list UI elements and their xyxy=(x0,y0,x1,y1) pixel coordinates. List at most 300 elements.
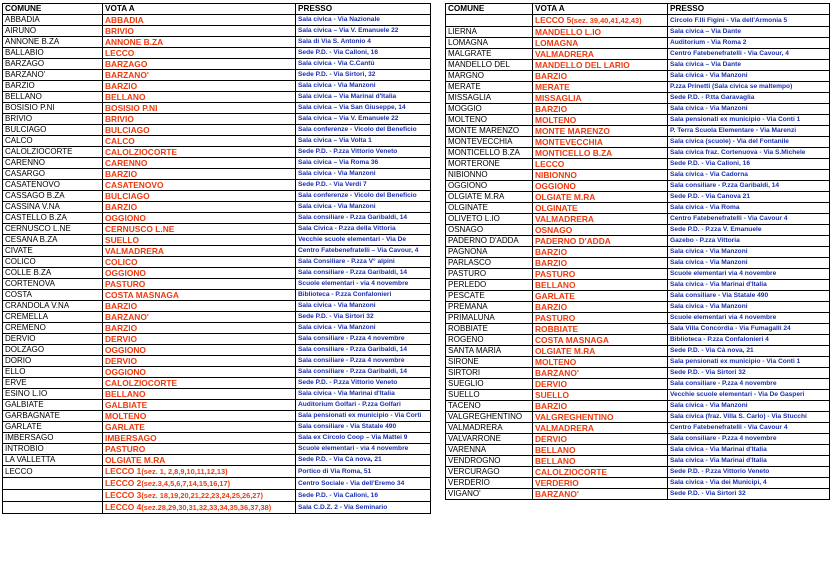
comune-cell: GARLATE xyxy=(3,422,103,433)
vota-label: GARLATE xyxy=(535,291,575,301)
vota-cell xyxy=(103,422,296,433)
table-row xyxy=(446,346,830,357)
vota-label: GALBIATE xyxy=(105,400,148,410)
presso-cell: Sala civica – Via Dante xyxy=(668,27,830,38)
vota-cell xyxy=(103,400,296,411)
table-row xyxy=(446,302,830,313)
table-row xyxy=(3,125,431,136)
vota-cell xyxy=(103,433,296,444)
sezioni-label: (sez. 18,19,20,21,22,23,24,25,26,27) xyxy=(141,491,263,500)
comune-cell: COLICO xyxy=(3,257,103,268)
vota-label: OSNAGO xyxy=(535,225,573,235)
table-row xyxy=(446,159,830,170)
presso-cell: Sala civica - Via Manzoni xyxy=(296,323,431,334)
vota-cell xyxy=(533,313,668,324)
table-row xyxy=(3,345,431,356)
vota-cell xyxy=(103,323,296,334)
presso-cell: Sala civica - Via Roma xyxy=(668,203,830,214)
vota-label: OLGINATE xyxy=(535,203,578,213)
vota-label: BARZANO' xyxy=(535,489,579,499)
comune-cell: BULCIAGO xyxy=(3,125,103,136)
vota-label: CALOLZIOCORTE xyxy=(105,378,178,388)
comune-cell: DERVIO xyxy=(3,334,103,345)
vota-label: BARZIO xyxy=(105,202,138,212)
comune-cell: ELLO xyxy=(3,367,103,378)
vota-label: LECCO xyxy=(105,48,135,58)
comune-cell: OLIVETO L.IO xyxy=(446,214,533,225)
presso-cell: Sala civica – Via Dante xyxy=(668,60,830,71)
header-row xyxy=(3,4,431,15)
vota-label: BARZIO xyxy=(535,302,568,312)
table-row xyxy=(446,126,830,137)
header-presso: PRESSO xyxy=(668,4,830,15)
vota-cell xyxy=(533,423,668,434)
comune-cell xyxy=(3,502,103,514)
table-row xyxy=(446,401,830,412)
vota-label: ROBBIATE xyxy=(535,324,579,334)
table-row xyxy=(446,181,830,192)
presso-cell: Sala civica – Via Roma 36 xyxy=(296,158,431,169)
vota-cell xyxy=(533,225,668,236)
comune-cell: MARGNO xyxy=(446,71,533,82)
comune-cell: MOGGIO xyxy=(446,104,533,115)
header-vota: VOTA A xyxy=(533,4,668,15)
presso-cell: Sala civica - Via Manzoni xyxy=(296,301,431,312)
vota-label: PASTURO xyxy=(105,444,146,454)
presso-cell: Sala consiliare - P.zza Garibaldi, 14 xyxy=(296,345,431,356)
comune-cell: SANTA MARIA xyxy=(446,346,533,357)
vota-cell xyxy=(533,38,668,49)
comune-cell: IMBERSAGO xyxy=(3,433,103,444)
vota-label: BARZIO xyxy=(105,169,138,179)
presso-cell: Sala civica - Via C.Cantù xyxy=(296,59,431,70)
vota-label: MISSAGLIA xyxy=(535,93,582,103)
table-row xyxy=(3,136,431,147)
comune-cell: VALMADRERA xyxy=(446,423,533,434)
presso-cell: Sede P.D. - Via Calloni, 16 xyxy=(668,159,830,170)
comune-cell: VERCURAGO xyxy=(446,467,533,478)
vota-label: MANDELLO L.IO xyxy=(535,27,602,37)
vota-cell xyxy=(103,15,296,26)
vota-cell xyxy=(103,502,296,514)
comune-cell: ESINO L.IO xyxy=(3,389,103,400)
vota-cell xyxy=(533,203,668,214)
comune-cell: ANNONE B.ZA xyxy=(3,37,103,48)
presso-cell: Sala civica – Via Marinai d'Italia xyxy=(296,92,431,103)
vota-label: PASTURO xyxy=(535,313,576,323)
table-row xyxy=(3,70,431,81)
vota-label: CALCO xyxy=(105,136,135,146)
vota-cell xyxy=(103,191,296,202)
comune-cell: SIRTORI xyxy=(446,368,533,379)
presso-cell: Sala consiliare - P.zza Garibaldi, 14 xyxy=(668,181,830,192)
vota-label: OLGIATE M.RA xyxy=(535,192,596,202)
presso-cell: Sala consiliare - P.zza 4 novembre xyxy=(296,356,431,367)
table-row xyxy=(3,268,431,279)
comune-cell: GALBIATE xyxy=(3,400,103,411)
header-comune: COMUNE xyxy=(3,4,103,15)
vota-cell xyxy=(103,81,296,92)
table-row xyxy=(3,213,431,224)
vota-label: LECCO 3 xyxy=(105,490,142,500)
presso-cell: Sala pensionati ex municipio - Via Conti 1 xyxy=(668,357,830,368)
table-row xyxy=(3,37,431,48)
comune-cell: VENDROGNO xyxy=(446,456,533,467)
comune-cell: OSNAGO xyxy=(446,225,533,236)
comune-cell: BARZIO xyxy=(3,81,103,92)
vota-cell xyxy=(533,335,668,346)
table-row xyxy=(446,214,830,225)
left-table-body xyxy=(3,15,431,514)
vota-label: BARZIO xyxy=(105,301,138,311)
vota-cell xyxy=(103,70,296,81)
vota-cell xyxy=(103,389,296,400)
vota-label: OGGIONO xyxy=(105,345,146,355)
vota-cell xyxy=(103,158,296,169)
table-row xyxy=(446,71,830,82)
comune-cell: CASTELLO B.ZA xyxy=(3,213,103,224)
comune-cell: CARENNO xyxy=(3,158,103,169)
header-vota: VOTA A xyxy=(103,4,296,15)
presso-cell: Sala consiliare - P.zza 4 novembre xyxy=(668,434,830,445)
comune-cell: ABBADIA xyxy=(3,15,103,26)
presso-cell: Sala Civica - P.zza della Vittoria xyxy=(296,224,431,235)
table-row xyxy=(446,368,830,379)
presso-cell: Sede P.D. - Via Sirtori 32 xyxy=(668,368,830,379)
comune-cell: PAGNONA xyxy=(446,247,533,258)
vota-label: BARZIO xyxy=(535,247,568,257)
table-row xyxy=(3,378,431,389)
vota-cell xyxy=(533,115,668,126)
presso-cell: Centro Fatebenefratelli – Via Cavour, 4 xyxy=(296,246,431,257)
comune-cell: CALOLZIOCORTE xyxy=(3,147,103,158)
vota-label: CALOLZIOCORTE xyxy=(535,467,608,477)
vota-label: LECCO xyxy=(535,159,565,169)
table-row xyxy=(3,478,431,490)
presso-cell: Sede P.D. - Via Calloni, 16 xyxy=(296,48,431,59)
table-row xyxy=(3,411,431,422)
comune-cell: OGGIONO xyxy=(446,181,533,192)
presso-cell: Sede P.D. - Via Calloni, 16 xyxy=(296,490,431,502)
vota-label: MONTICELLO B.ZA xyxy=(535,148,613,158)
table-row xyxy=(446,148,830,159)
vota-label: MOLTENO xyxy=(105,411,147,421)
table-row xyxy=(446,269,830,280)
vota-cell xyxy=(533,247,668,258)
presso-cell: P.zza Prinetti (Sala civica se maltempo) xyxy=(668,82,830,93)
comune-cell: PASTURO xyxy=(446,269,533,280)
vota-cell xyxy=(533,192,668,203)
vota-label: BULCIAGO xyxy=(105,125,150,135)
comune-cell: MORTERONE xyxy=(446,159,533,170)
comune-cell: CRANDOLA V.NA xyxy=(3,301,103,312)
vota-label: BARZIO xyxy=(105,323,138,333)
presso-cell: Sala Consiliare - P.zza V° alpini xyxy=(296,257,431,268)
presso-cell: Scuole elementari - via 4 novembre xyxy=(296,444,431,455)
table-row xyxy=(3,257,431,268)
table-row xyxy=(446,335,830,346)
table-row xyxy=(3,103,431,114)
vota-label: SUELLO xyxy=(105,235,139,245)
comune-cell: CALCO xyxy=(3,136,103,147)
table-row xyxy=(3,433,431,444)
presso-cell: Sede P.D. - P.tta Garavaglia xyxy=(668,93,830,104)
presso-cell: Centro Fatebenefratelli - Via Cavour 4 xyxy=(668,423,830,434)
comune-cell: PESCATE xyxy=(446,291,533,302)
vota-cell xyxy=(533,60,668,71)
polling-table-left xyxy=(2,3,431,514)
presso-cell: Sala consiliare - P.zza 4 novembre xyxy=(668,379,830,390)
presso-cell: Sala conferenze - Vicolo del Beneficio xyxy=(296,191,431,202)
vota-cell xyxy=(533,379,668,390)
comune-cell: OLGINATE xyxy=(446,203,533,214)
comune-cell: TACENO xyxy=(446,401,533,412)
vota-label: CARENNO xyxy=(105,158,148,168)
table-row xyxy=(446,104,830,115)
comune-cell: MALGRATE xyxy=(446,49,533,60)
table-row xyxy=(446,467,830,478)
vota-label: LECCO 1 xyxy=(105,466,142,476)
vota-cell xyxy=(533,478,668,489)
table-row xyxy=(446,247,830,258)
table-row xyxy=(3,312,431,323)
table-row xyxy=(3,334,431,345)
presso-cell: Sala civica - Via Marinai d'Italia xyxy=(668,445,830,456)
vota-cell xyxy=(103,114,296,125)
vota-label: MONTEVECCHIA xyxy=(535,137,603,147)
comune-cell: INTROBIO xyxy=(3,444,103,455)
vota-label: OLGIATE M.RA xyxy=(535,346,596,356)
vota-label: OGGIONO xyxy=(105,213,146,223)
presso-cell: Circolo F.lli Figini - Via dell'Armonia 5 xyxy=(668,15,830,27)
presso-cell: Sala pensionati ex municipio - Via Corti xyxy=(296,411,431,422)
comune-cell: CORTENOVA xyxy=(3,279,103,290)
presso-cell: Biblioteca - P.zza Confalonieri xyxy=(296,290,431,301)
presso-cell: Sala di Via S. Antonio 4 xyxy=(296,37,431,48)
header-comune: COMUNE xyxy=(446,4,533,15)
vota-label: OGGIONO xyxy=(105,268,146,278)
presso-cell: Sede P.D. - P.zza Vittorio Veneto xyxy=(296,147,431,158)
vota-label: COSTA MASNAGA xyxy=(105,290,179,300)
vota-cell xyxy=(103,125,296,136)
vota-label: BARZANO' xyxy=(535,368,579,378)
table-row xyxy=(446,60,830,71)
comune-cell: CERNUSCO L.NE xyxy=(3,224,103,235)
presso-cell: Sala civica - Via Marinai d'Italia xyxy=(668,280,830,291)
presso-cell: Sala civica - Via Manzoni xyxy=(296,169,431,180)
presso-cell: Sala consiliare - P.zza Garibaldi, 14 xyxy=(296,268,431,279)
vota-cell xyxy=(103,490,296,502)
presso-cell: Sede P.D. - Via Sirtori 32 xyxy=(296,312,431,323)
table-row xyxy=(446,489,830,500)
presso-cell: P. Terra Scuola Elementare - Via Marenzi xyxy=(668,126,830,137)
comune-cell: BARZAGO xyxy=(3,59,103,70)
vota-cell xyxy=(533,126,668,137)
comune-cell: DORIO xyxy=(3,356,103,367)
table-row xyxy=(446,280,830,291)
header-row xyxy=(446,4,830,15)
comune-cell: LOMAGNA xyxy=(446,38,533,49)
vota-cell xyxy=(533,456,668,467)
table-row xyxy=(3,224,431,235)
comune-cell: BOSISIO P.NI xyxy=(3,103,103,114)
comune-cell: VARENNA xyxy=(446,445,533,456)
presso-cell: Sala civica - Via Marinai d'Italia xyxy=(668,456,830,467)
vota-cell xyxy=(103,257,296,268)
vota-cell xyxy=(533,291,668,302)
table-row xyxy=(3,389,431,400)
presso-cell: Scuole elementari via 4 novembre xyxy=(668,269,830,280)
presso-cell: Sede P.D. - Via Sirtori 32 xyxy=(668,489,830,500)
table-row xyxy=(446,379,830,390)
presso-cell: Sala civica - Via Manzoni xyxy=(668,258,830,269)
presso-cell: Sala civica - Via dei Municipi, 4 xyxy=(668,478,830,489)
comune-cell: MONTICELLO B.ZA xyxy=(446,148,533,159)
comune-cell: MOLTENO xyxy=(446,115,533,126)
vota-label: OGGIONO xyxy=(535,181,576,191)
vota-cell xyxy=(103,59,296,70)
comune-cell: MISSAGLIA xyxy=(446,93,533,104)
presso-cell: Auditorium - Via Roma 2 xyxy=(668,38,830,49)
presso-cell: Centro Fatebenefratelli - Via Cavour 4 xyxy=(668,214,830,225)
vota-cell xyxy=(103,345,296,356)
presso-cell: Sala consiliare - Via Statale 490 xyxy=(668,291,830,302)
vota-cell xyxy=(103,444,296,455)
presso-cell: Centro Sociale - Via dell'Eremo 34 xyxy=(296,478,431,490)
presso-cell: Portico di Via Roma, 51 xyxy=(296,466,431,478)
vota-cell xyxy=(533,181,668,192)
vota-cell xyxy=(533,170,668,181)
presso-cell: Sala civica - Via Manzoni xyxy=(668,104,830,115)
table-row xyxy=(446,49,830,60)
presso-cell: Sala consiliare - P.zza 4 novembre xyxy=(296,334,431,345)
vota-cell xyxy=(533,148,668,159)
presso-cell: Sala civica fraz. Cortenuova - Via S.Michele xyxy=(668,148,830,159)
comune-cell: BRIVIO xyxy=(3,114,103,125)
comune-cell: SUELLO xyxy=(446,390,533,401)
vota-cell xyxy=(103,48,296,59)
table-row xyxy=(446,456,830,467)
vota-label: ABBADIA xyxy=(105,15,144,25)
vota-cell xyxy=(103,411,296,422)
presso-cell: Sala civica - Via Manzoni xyxy=(668,401,830,412)
comune-cell: NIBIONNO xyxy=(446,170,533,181)
table-row xyxy=(446,137,830,148)
vota-label: OLGIATE M.RA xyxy=(105,455,166,465)
vota-cell xyxy=(533,15,668,27)
vota-label: BARZIO xyxy=(535,104,568,114)
presso-cell: Sala civica - Via Manzoni xyxy=(668,71,830,82)
vota-label: PASTURO xyxy=(105,279,146,289)
table-row xyxy=(446,478,830,489)
vota-cell xyxy=(103,312,296,323)
presso-cell: Sede P.D. - P.zza Vittorio Veneto xyxy=(668,467,830,478)
table-row xyxy=(446,236,830,247)
vota-label: BARZIO xyxy=(105,81,138,91)
comune-cell: PARLASCO xyxy=(446,258,533,269)
table-row xyxy=(446,225,830,236)
comune-cell: CASARGO xyxy=(3,169,103,180)
presso-cell: Scuole elementari via 4 novembre xyxy=(668,313,830,324)
vota-label: VALMADRERA xyxy=(535,214,594,224)
vota-cell xyxy=(533,214,668,225)
vota-label: LECCO 4 xyxy=(105,502,142,512)
table-row xyxy=(3,92,431,103)
vota-cell xyxy=(533,489,668,500)
presso-cell: Sede P.D. - Via Cà nova, 21 xyxy=(668,346,830,357)
vota-cell xyxy=(103,202,296,213)
vota-label: DERVIO xyxy=(535,434,567,444)
table-row xyxy=(446,38,830,49)
vota-label: BRIVIO xyxy=(105,114,134,124)
table-row xyxy=(3,323,431,334)
vota-cell xyxy=(103,26,296,37)
comune-cell: MERATE xyxy=(446,82,533,93)
vota-cell xyxy=(533,412,668,423)
comune-cell: VIGANO' xyxy=(446,489,533,500)
vota-cell xyxy=(533,390,668,401)
comune-cell: CIVATE xyxy=(3,246,103,257)
vota-label: CALOLZIOCORTE xyxy=(105,147,178,157)
vota-label: BARZANO' xyxy=(105,70,149,80)
comune-cell: SIRONE xyxy=(446,357,533,368)
vota-cell xyxy=(533,269,668,280)
vota-label: COLICO xyxy=(105,257,138,267)
vota-cell xyxy=(533,324,668,335)
vota-cell xyxy=(533,368,668,379)
table-row xyxy=(3,158,431,169)
table-row xyxy=(3,490,431,502)
vota-label: MOLTENO xyxy=(535,357,577,367)
presso-cell: Sede P.D. - P.zza V. Emanuele xyxy=(668,225,830,236)
vota-cell xyxy=(103,37,296,48)
comune-cell: LA VALLETTA xyxy=(3,455,103,466)
comune-cell: ROGENO xyxy=(446,335,533,346)
vota-label: BELLANO xyxy=(535,280,576,290)
presso-cell: Sede P.D. - Via Sirtori, 32 xyxy=(296,70,431,81)
comune-cell: GARBAGNATE xyxy=(3,411,103,422)
vota-label: BARZIO xyxy=(535,258,568,268)
vota-cell xyxy=(103,279,296,290)
vota-label: VALMADRERA xyxy=(535,423,594,433)
vota-cell xyxy=(533,236,668,247)
presso-cell: Biblioteca - P.zza Confalonieri 4 xyxy=(668,335,830,346)
table-row xyxy=(3,147,431,158)
vota-cell xyxy=(103,246,296,257)
comune-cell: CESANA B.ZA xyxy=(3,235,103,246)
vota-cell xyxy=(103,136,296,147)
presso-cell: Sala ex Circolo Coop – Via Mattei 9 xyxy=(296,433,431,444)
presso-cell: Sala Villa Concordia - Via Fumagalli 24 xyxy=(668,324,830,335)
presso-cell: Sala civica - Via Manzoni xyxy=(668,247,830,258)
vota-label: BELLANO xyxy=(535,456,576,466)
vota-cell xyxy=(103,92,296,103)
vota-cell xyxy=(533,49,668,60)
table-row xyxy=(446,258,830,269)
presso-cell: Sala consiliare - Via Statale 490 xyxy=(296,422,431,433)
vota-cell xyxy=(533,302,668,313)
sezioni-label: (sez.28,29,30,31,32,33,34,35,36,37,38) xyxy=(141,503,272,512)
vota-cell xyxy=(533,258,668,269)
vota-label: BARZIO xyxy=(535,401,568,411)
table-row xyxy=(446,203,830,214)
table-row xyxy=(3,26,431,37)
comune-cell: CASATENOVO xyxy=(3,180,103,191)
vota-cell xyxy=(103,378,296,389)
vota-cell xyxy=(533,467,668,478)
comune-cell: BARZANO' xyxy=(3,70,103,81)
comune-cell: LECCO xyxy=(3,466,103,478)
